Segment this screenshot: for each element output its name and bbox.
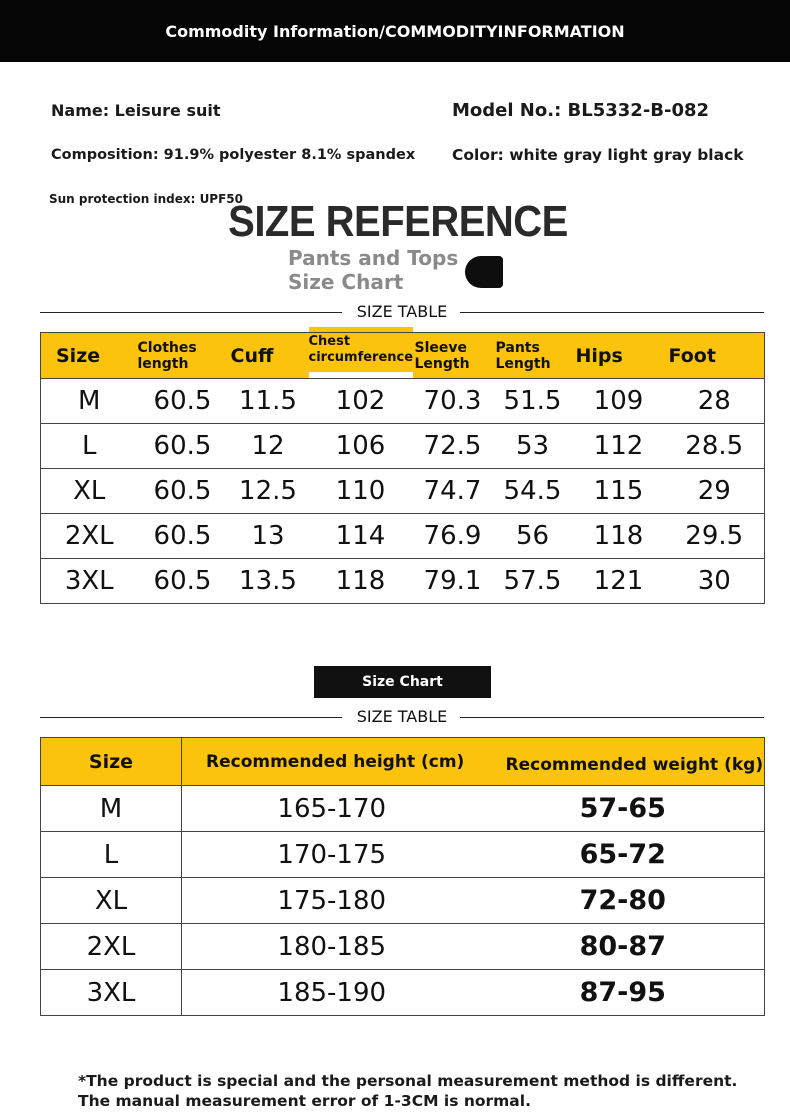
cell: 12.5 [239, 476, 297, 506]
cell: 12 [251, 431, 285, 461]
col-recommended-height: Recommended height (cm) [206, 751, 465, 772]
cell: XL [73, 476, 106, 506]
cell: M [78, 386, 101, 416]
size-table-divider-1 [40, 302, 764, 322]
cell: 56 [515, 521, 550, 551]
cell: 115 [593, 476, 644, 506]
col-foot: Foot [668, 344, 716, 367]
product-name: Name: Leisure suit [51, 101, 221, 120]
cell: 106 [335, 431, 386, 461]
cell: 102 [335, 386, 386, 416]
cell: 60.5 [153, 476, 212, 506]
table-row [41, 786, 765, 832]
cell: 3XL [41, 970, 182, 1016]
table1-header-row [41, 333, 765, 379]
cell: 51.5 [503, 386, 562, 416]
cell: 185-190 [277, 977, 387, 1008]
cell: 165-170 [277, 793, 387, 824]
cell: 2XL [64, 521, 114, 551]
col-size: Size [41, 738, 182, 786]
size-table-2 [40, 737, 765, 1016]
cell: 70.3 [423, 386, 482, 416]
cell: 65-72 [579, 839, 666, 870]
col-cuff: Cuff [230, 344, 274, 367]
cell: 13.5 [239, 566, 297, 596]
note-line-2: The manual measurement error of 1-3CM is normal. [78, 1092, 531, 1110]
cell: 28 [697, 386, 731, 416]
table-row [41, 878, 765, 924]
col-chest: Chest circumference [308, 333, 414, 365]
cell: 121 [593, 566, 644, 596]
table2-header-row [41, 738, 765, 786]
cell: 76.9 [423, 521, 482, 551]
size-chart-bar-label: Size Chart [362, 674, 443, 690]
cell: 112 [593, 431, 644, 461]
cell: 30 [697, 566, 731, 596]
cell: 13 [251, 521, 285, 551]
col-hips: Hips [575, 344, 623, 367]
size-reference-subtitle [288, 246, 458, 294]
decorative-shape [465, 256, 503, 288]
table-row [41, 559, 765, 604]
note-line-1: *The product is special and the personal measurement method is different. [78, 1072, 738, 1090]
cell: M [41, 786, 182, 832]
size-table-label-1: SIZE TABLE [356, 302, 448, 321]
subtitle-line-1: Pants and Tops [288, 246, 459, 270]
cell: 74.7 [423, 476, 482, 506]
cell: 3XL [64, 566, 114, 596]
composition: Composition: 91.9% polyester 8.1% spandex [51, 147, 416, 163]
cell: 60.5 [153, 566, 212, 596]
cell: XL [41, 878, 182, 924]
cell: 54.5 [503, 476, 562, 506]
cell: 118 [335, 566, 386, 596]
cell: 53 [515, 431, 550, 461]
col-size: Size [56, 344, 101, 367]
cell: 60.5 [153, 431, 212, 461]
cell: 79.1 [423, 566, 482, 596]
size-table-1 [40, 332, 765, 604]
cell: 80-87 [579, 931, 666, 962]
cell: L [82, 431, 97, 461]
cell: 72.5 [423, 431, 482, 461]
size-reference-title: SIZE REFERENCE [228, 198, 568, 246]
color-options: Color: white gray light gray black [452, 146, 744, 164]
cell: 180-185 [277, 931, 387, 962]
sun-protection: Sun protection index: UPF50 [49, 192, 243, 206]
col-pants-length: Pants Length [495, 339, 551, 372]
table-row [41, 424, 765, 469]
col-sleeve-length: Sleeve Length [414, 339, 470, 372]
table-row [41, 379, 765, 424]
col-clothes-length: Clothes length [137, 339, 197, 372]
cell: 28.5 [685, 431, 744, 461]
table-row [41, 832, 765, 878]
cell: 87-95 [579, 977, 666, 1008]
measurement-note [78, 1071, 737, 1111]
cell: 118 [593, 521, 644, 551]
cell: 2XL [41, 924, 182, 970]
cell: 29.5 [685, 521, 744, 551]
header-bar [0, 0, 790, 62]
table-row [41, 514, 765, 559]
cell: 29 [697, 476, 731, 506]
table-row [41, 970, 765, 1016]
subtitle-line-2: Size Chart [288, 270, 404, 294]
col-recommended-weight: Recommended weight (kg) [505, 754, 764, 775]
cell: 175-180 [277, 885, 387, 916]
cell: 57-65 [579, 793, 666, 824]
model-number: Model No.: BL5332-B-082 [452, 100, 710, 121]
size-table-divider-2 [40, 707, 764, 727]
cell: 60.5 [153, 386, 212, 416]
table-row [41, 469, 765, 514]
cell: 72-80 [579, 885, 666, 916]
cell: 110 [335, 476, 386, 506]
cell: L [41, 832, 182, 878]
cell: 57.5 [503, 566, 562, 596]
cell: 114 [335, 521, 386, 551]
cell: 11.5 [239, 386, 297, 416]
size-chart-bar [314, 666, 491, 698]
table-row [41, 924, 765, 970]
cell: 109 [593, 386, 644, 416]
cell: 60.5 [153, 521, 212, 551]
size-table-label-2: SIZE TABLE [356, 707, 448, 726]
cell: 170-175 [277, 839, 387, 870]
header-title: Commodity Information/COMMODITYINFORMATION [165, 21, 625, 41]
